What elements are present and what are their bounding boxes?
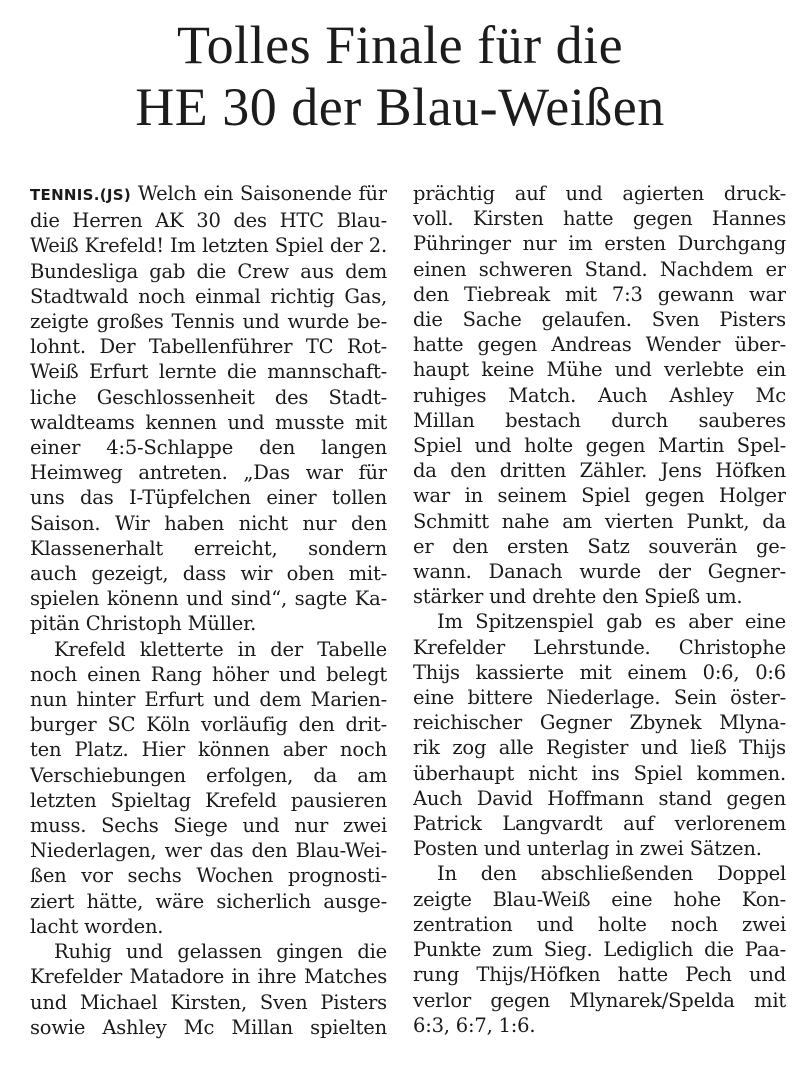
article-line: lacht worden. — [30, 914, 164, 938]
article-line: rung Thijs/Höfken hatte Pech und — [413, 963, 786, 987]
article-line: noch einen Rang höher und belegt — [30, 662, 387, 686]
headline-line-1: Tolles Finale für die — [176, 15, 624, 75]
article-line: Weiß Krefeld! Im letzten Spiel der 2. — [30, 234, 387, 258]
article-line: Auch David Hoffmann stand gegen — [413, 786, 786, 810]
article-line: wann. Danach wurde der Gegner- — [413, 560, 786, 584]
article-line: ruhiges Match. Auch Ashley Mc — [413, 383, 786, 407]
article-line: und Michael Kirsten, Sven Pisters — [30, 990, 387, 1014]
article-column-left — [30, 181, 387, 1040]
article-line: Pühringer nur im ersten Durchgang — [413, 232, 786, 256]
article-line: eine bittere Niederlage. Sein öster- — [413, 686, 786, 710]
article-line: In den abschließenden Doppel — [437, 862, 786, 886]
article-line: spielen könenn und sind“, sagte Ka- — [30, 587, 387, 611]
dateline: TENNIS.(JS) — [30, 186, 132, 204]
article-line: Schmitt nahe am vierten Punkt, da — [413, 509, 786, 533]
article-line: Weiß Erfurt lernte die mannschaft- — [30, 360, 387, 384]
article-column-right — [413, 181, 786, 1038]
article-line: 6:3, 6:7, 1:6. — [413, 1013, 536, 1037]
article-line: er den ersten Satz souverän ge- — [413, 534, 786, 558]
article-line: prächtig auf und agierten druck- — [413, 182, 786, 205]
article-line: hatte gegen Andreas Wender über- — [413, 333, 786, 357]
article-line: burger SC Köln vorläufig den drit- — [30, 713, 387, 737]
article-line: ten Platz. Hier können aber noch — [30, 738, 387, 762]
article-line: letzten Spieltag Krefeld pausieren — [30, 788, 387, 812]
article-line: ziert hätte, wäre sicherlich ausge- — [30, 889, 387, 913]
article-line: Ruhig und gelassen gingen die — [54, 940, 387, 964]
article-line: Krefelder Matadore in ihre Matches — [30, 965, 387, 989]
article-headline — [0, 14, 800, 138]
article-line: waldteams kennen und musste mit — [30, 410, 387, 434]
article-line: war in seinem Spiel gegen Holger — [413, 484, 786, 508]
article-line: lohnt. Der Tabellenführer TC Rot- — [30, 335, 387, 359]
headline-line-2: HE 30 der Blau-Weißen — [135, 77, 665, 137]
article-line: muss. Sechs Siege und nur zwei — [30, 814, 387, 838]
article-line: zeigte großes Tennis und wurde be- — [30, 310, 387, 334]
article-line: pitän Christoph Müller. — [30, 612, 257, 636]
article-line: Bundesliga gab die Crew aus dem — [30, 259, 387, 283]
article-line: die Herren AK 30 des HTC Blau- — [30, 209, 387, 233]
article-line: überhaupt nicht ins Spiel kommen. — [413, 761, 786, 785]
article-line: stärker und drehte den Spieß um. — [413, 585, 743, 609]
article-line: Verschiebungen erfolgen, da am — [30, 763, 387, 787]
article-line: Saison. Wir haben nicht nur den — [30, 511, 387, 535]
article-line: rik zog alle Register und ließ Thijs — [413, 736, 786, 760]
article-line: Stadtwald noch einmal richtig Gas, — [30, 284, 387, 308]
article-line: Im Spitzenspiel gab es aber eine — [437, 610, 786, 634]
article-line: zeigte Blau-Weiß eine hohe Kon- — [413, 887, 786, 911]
article-line: voll. Kirsten hatte gegen Hannes — [413, 207, 786, 231]
article-line-text: Welch ein Saisonende für — [137, 182, 387, 205]
article-line: Klassenerhalt erreicht, sondern — [30, 536, 387, 560]
article-line: Punkte zum Sieg. Lediglich die Paa- — [413, 938, 786, 962]
article-line: da den dritten Zähler. Jens Höfken — [413, 459, 786, 483]
article-line: Millan bestach durch sauberes — [413, 408, 786, 432]
article-line: auch gezeigt, dass wir oben mit- — [30, 562, 387, 586]
article-line: ßen vor sechs Wochen prognosti- — [30, 864, 387, 888]
article-line: verlor gegen Mlynarek/Spelda mit — [413, 988, 786, 1012]
article-line — [30, 181, 387, 208]
article-line: einer 4:5-Schlappe den langen — [30, 436, 387, 460]
article-line: Krefeld kletterte in der Tabelle — [54, 637, 387, 661]
article-line: reichischer Gegner Zbynek Mlyna- — [413, 711, 786, 735]
article-line: liche Geschlossenheit des Stadt- — [30, 385, 387, 409]
article-line: zentration und holte noch zwei — [413, 912, 786, 936]
article-line: Patrick Langvardt auf verlorenem — [413, 812, 786, 836]
article-line: Niederlagen, wer das den Blau-Wei- — [30, 839, 387, 863]
article-line: haupt keine Mühe und verlebte ein — [413, 358, 786, 382]
article-line: die Sache gelaufen. Sven Pisters — [413, 308, 786, 332]
article-line: uns das I-Tüpfelchen einer tollen — [30, 486, 387, 510]
article-line: sowie Ashley Mc Millan spielten — [30, 1015, 387, 1039]
article-line: Thijs kassierte mit einem 0:6, 0:6 — [413, 660, 786, 684]
article-line: nun hinter Erfurt und dem Marien- — [30, 688, 387, 712]
article-line: Spiel und holte gegen Martin Spel- — [413, 434, 786, 458]
article-line: einen schweren Stand. Nachdem er — [413, 257, 786, 281]
article-line: Heimweg antreten. „Das war für — [30, 461, 387, 485]
article-line: Krefelder Lehrstunde. Christophe — [413, 635, 786, 659]
article-line: Posten und unterlag in zwei Sätzen. — [413, 837, 762, 861]
article-line: den Tiebreak mit 7:3 gewann war — [413, 282, 786, 306]
